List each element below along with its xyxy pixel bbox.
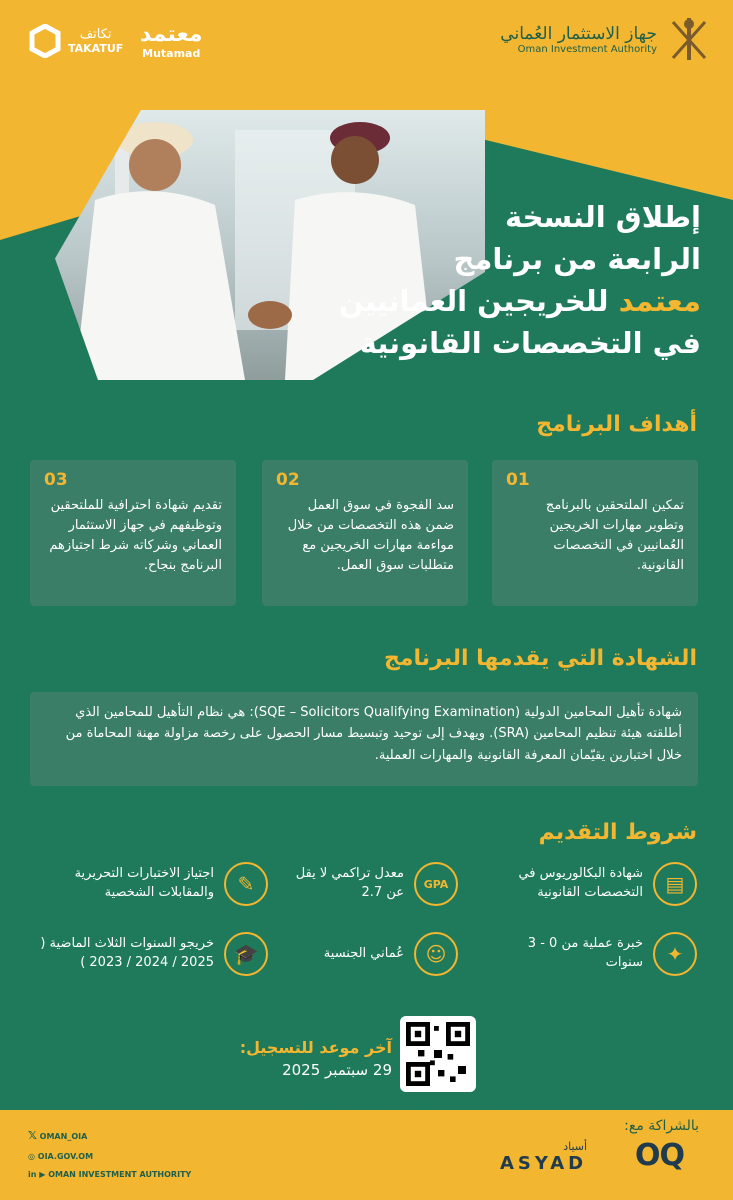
oq-logo: OQ [635, 1138, 685, 1173]
asyad-english: ASYAD [500, 1153, 588, 1174]
certificate-card [30, 692, 698, 786]
globe-icon: ◎ [28, 1152, 35, 1162]
graduation-cap-icon: 🎓 [224, 932, 268, 976]
mutamad-logo [140, 22, 202, 60]
objective-number: 02 [276, 470, 300, 490]
mutamad-english: Mutamad [142, 47, 201, 60]
objective-card-1 [492, 460, 698, 606]
objective-card-3 [30, 460, 236, 606]
requirement-text: شهادة البكالوريوس في التخصصات القانونية [518, 866, 643, 900]
gpa-icon: GPA [414, 862, 458, 906]
objective-text: تقديم شهادة احترافية للملتحقين وتوظيفهم في جهاز الاستثمار العماني وشركاته شرط اجتيازهم البرنامج بنجاح. [49, 498, 222, 574]
requirement-text: معدل تراكمي لا يقل عن 2.7 [295, 866, 404, 900]
partnership-label: بالشراكة مع: [624, 1118, 699, 1134]
hero-line-2: الرابعة من برنامج [453, 242, 701, 277]
website-link[interactable]: ◎ OIA.GOV.OM [28, 1152, 94, 1162]
requirement-text: عُماني الجنسية [323, 945, 404, 961]
qr-code-icon [406, 1022, 470, 1086]
hero-line-3 [301, 280, 701, 322]
requirement-item-1 [477, 862, 697, 906]
hero-line-3-rest: للخريجين العمانيين [338, 284, 609, 319]
requirement-item-5 [268, 932, 458, 976]
requirements-title: شروط التقديم [538, 820, 697, 845]
omani-icon: ☺ [414, 932, 458, 976]
x-icon: 𝕏 [28, 1129, 37, 1142]
social-links [28, 1124, 191, 1183]
takatuf-arabic: تكاتف [79, 27, 112, 42]
x-link[interactable]: 𝕏 OMAN_OIA [28, 1129, 88, 1142]
deadline-date: 29 سبتمبر 2025 [282, 1061, 392, 1079]
objectives-title: أهداف البرنامج [536, 412, 697, 437]
requirement-text: اجتياز الاختبارات التحريرية والمقابلات الشخصية [74, 866, 214, 900]
takatuf-english: TAKATUF [68, 42, 124, 55]
requirement-item-4 [477, 932, 697, 976]
objective-card-2 [262, 460, 468, 606]
requirement-item-2 [268, 862, 458, 906]
linkedin-link[interactable]: in ▶ OMAN INVESTMENT AUTHORITY [28, 1169, 192, 1179]
hero-line-4: في التخصصات القانونية [359, 326, 701, 361]
oia-english-name: Oman Investment Authority [517, 43, 657, 55]
oia-arabic-name: جهاز الاستثمار العُماني [500, 23, 657, 44]
qr-code[interactable] [400, 1016, 476, 1092]
certificate-title: الشهادة التي يقدمها البرنامج [384, 646, 697, 671]
linkedin-icon: in [28, 1169, 37, 1179]
experience-icon: ✦ [653, 932, 697, 976]
oman-emblem-icon [667, 14, 711, 64]
asyad-arabic: أسياد [563, 1140, 588, 1153]
deadline-label: آخر موعد للتسجيل: [239, 1038, 392, 1057]
requirement-item-6 [28, 932, 268, 976]
certificate-text: شهادة تأهيل المحامين الدولية (SQE – Solicitors Qualifying Examination): هي نظام التأهيل للمحامين الذي أطلقته هيئة تنظيم المحامين (SRA). ويهدف إلى توحيد وتبسيط مسار الحصول على رخصة مزاولة مهنة المحاماة من خلال اختبارين يقيّمان المعرفة القانونية والمهارات العملية. [65, 705, 682, 763]
objective-text: تمكين الملتحقين بالبرنامج وتطوير مهارات الخريجين العُمانيين في التخصصات القانونية. [545, 498, 684, 574]
certificate-icon: ▤ [653, 862, 697, 906]
interview-icon: ✎ [224, 862, 268, 906]
hero-title [301, 196, 701, 364]
requirement-text: خريجو السنوات الثلاث الماضية ( 2025 / 2024 / 2023 ) [40, 936, 214, 970]
objective-number: 01 [506, 470, 530, 490]
asyad-logo [500, 1140, 587, 1174]
takatuf-hexagon-icon [28, 24, 62, 58]
oia-logo [500, 14, 711, 64]
hero-line-1: إطلاق النسخة [505, 200, 701, 234]
takatuf-logo [28, 24, 123, 58]
requirement-item-3 [28, 862, 268, 906]
objective-number: 03 [44, 470, 68, 490]
requirement-text: خبرة عملية من 0 - 3 سنوات [527, 936, 643, 970]
objective-text: سد الفجوة في سوق العمل ضمن هذه التخصصات من خلال مواءمة مهارات الخريجين مع متطلبات سوق العمل. [287, 498, 454, 574]
mutamad-arabic: معتمد [140, 22, 203, 47]
hero-highlight: معتمد [618, 284, 701, 319]
green-panel-lower [0, 1080, 733, 1110]
deadline-block [232, 1038, 392, 1079]
youtube-icon: ▶ [39, 1169, 46, 1179]
